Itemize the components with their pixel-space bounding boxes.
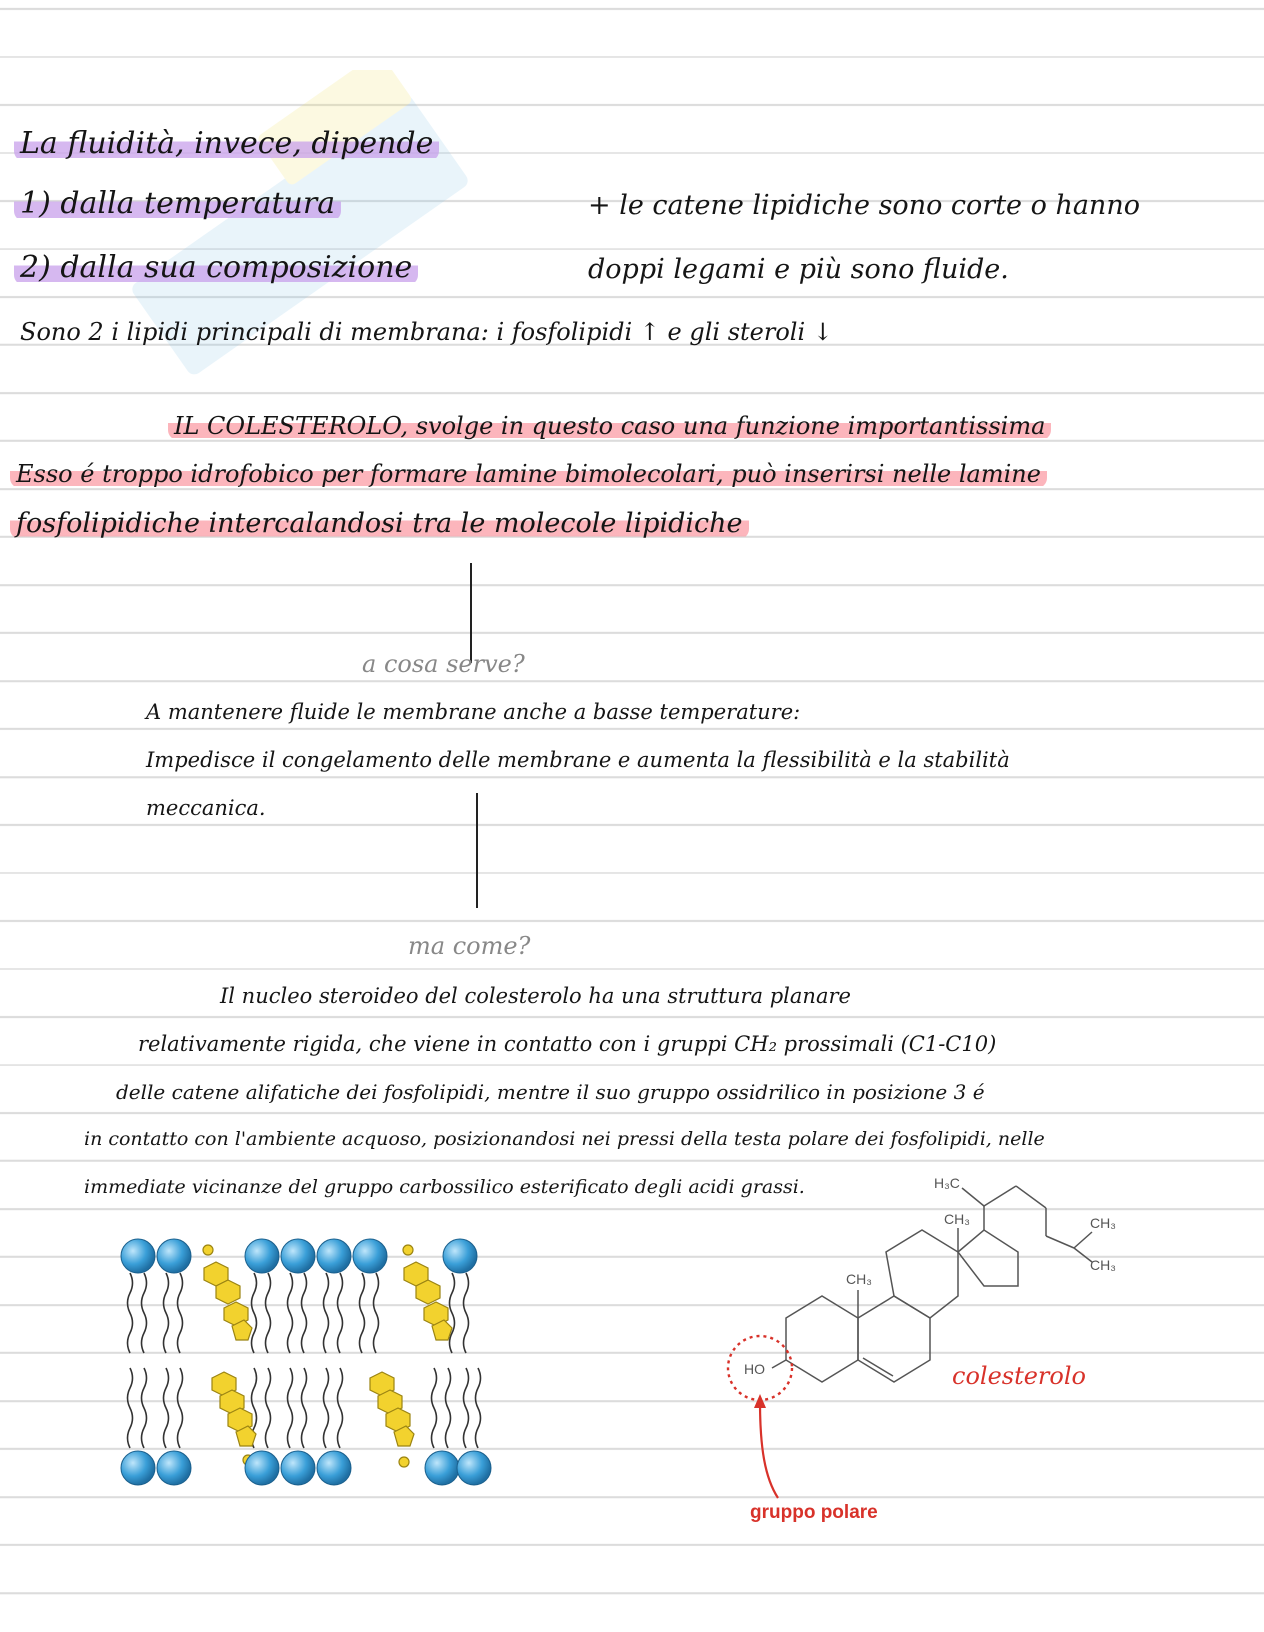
question-what-for: a cosa serve? <box>362 650 525 678</box>
factor-temperature: 1) dalla temperatura <box>14 186 341 221</box>
explanation-line3: delle catene alifatiche dei fosfolipidi, mentre il suo gruppo ossidrilico in posizione 3 é <box>116 1080 985 1104</box>
explanation-line5: immediate vicinanze del gruppo carbossilico esterificato degli acidi grassi. <box>84 1176 805 1198</box>
cholesterol-label: colesterolo <box>952 1362 1086 1390</box>
cholesterol-structure <box>720 1168 1140 1528</box>
cholesterol-line1: Esso é troppo idrofobico per formare lamine bimolecolari, può inserirsi nelle lamine <box>10 460 1047 488</box>
answer-line1: A mantenere fluide le membrane anche a basse temperature: <box>146 700 801 724</box>
polar-group-label: gruppo polare <box>750 1502 878 1523</box>
ch3-label: CH₃ <box>1090 1257 1116 1273</box>
factor-composition: 2) dalla sua composizione <box>14 250 418 285</box>
factor-note-line1: + le catene lipidiche sono corte o hanno <box>588 190 1140 221</box>
watermark-logo <box>90 70 510 400</box>
question-how: ma come? <box>408 932 531 960</box>
ch3-label: CH₃ <box>846 1271 872 1287</box>
connector-line <box>476 793 478 908</box>
intro-line: La fluidità, invece, dipende <box>14 126 439 161</box>
connector-line <box>470 563 472 663</box>
lipid-bilayer-diagram <box>116 1228 496 1492</box>
answer-line2: Impedisce il congelamento delle membrane e aumenta la flessibilità e la stabilità <box>146 748 1010 772</box>
ch3-label: CH₃ <box>1090 1215 1116 1231</box>
lipids-line: Sono 2 i lipidi principali di membrana: i fosfolipidi ↑ e gli steroli ↓ <box>20 318 833 346</box>
ch3-label: CH₃ <box>944 1211 970 1227</box>
explanation-line1: Il nucleo steroideo del colesterolo ha una struttura planare <box>220 984 851 1008</box>
explanation-line4: in contatto con l'ambiente acquoso, posizionandosi nei pressi della testa polare dei fosfolipidi, nelle <box>84 1128 1045 1150</box>
answer-line3: meccanica. <box>146 796 266 820</box>
cholesterol-heading: IL COLESTEROLO, svolge in questo caso una funzione importantissima <box>168 412 1051 440</box>
h3c-label: H₃C <box>934 1175 960 1191</box>
explanation-line2: relativamente rigida, che viene in contatto con i gruppi CH₂ prossimali (C1-C10) <box>138 1032 997 1056</box>
factor-note-line2: doppi legami e più sono fluide. <box>588 254 1009 285</box>
cholesterol-line2: fosfolipidiche intercalandosi tra le molecole lipidiche <box>10 508 749 539</box>
ho-label: HO <box>744 1361 765 1377</box>
